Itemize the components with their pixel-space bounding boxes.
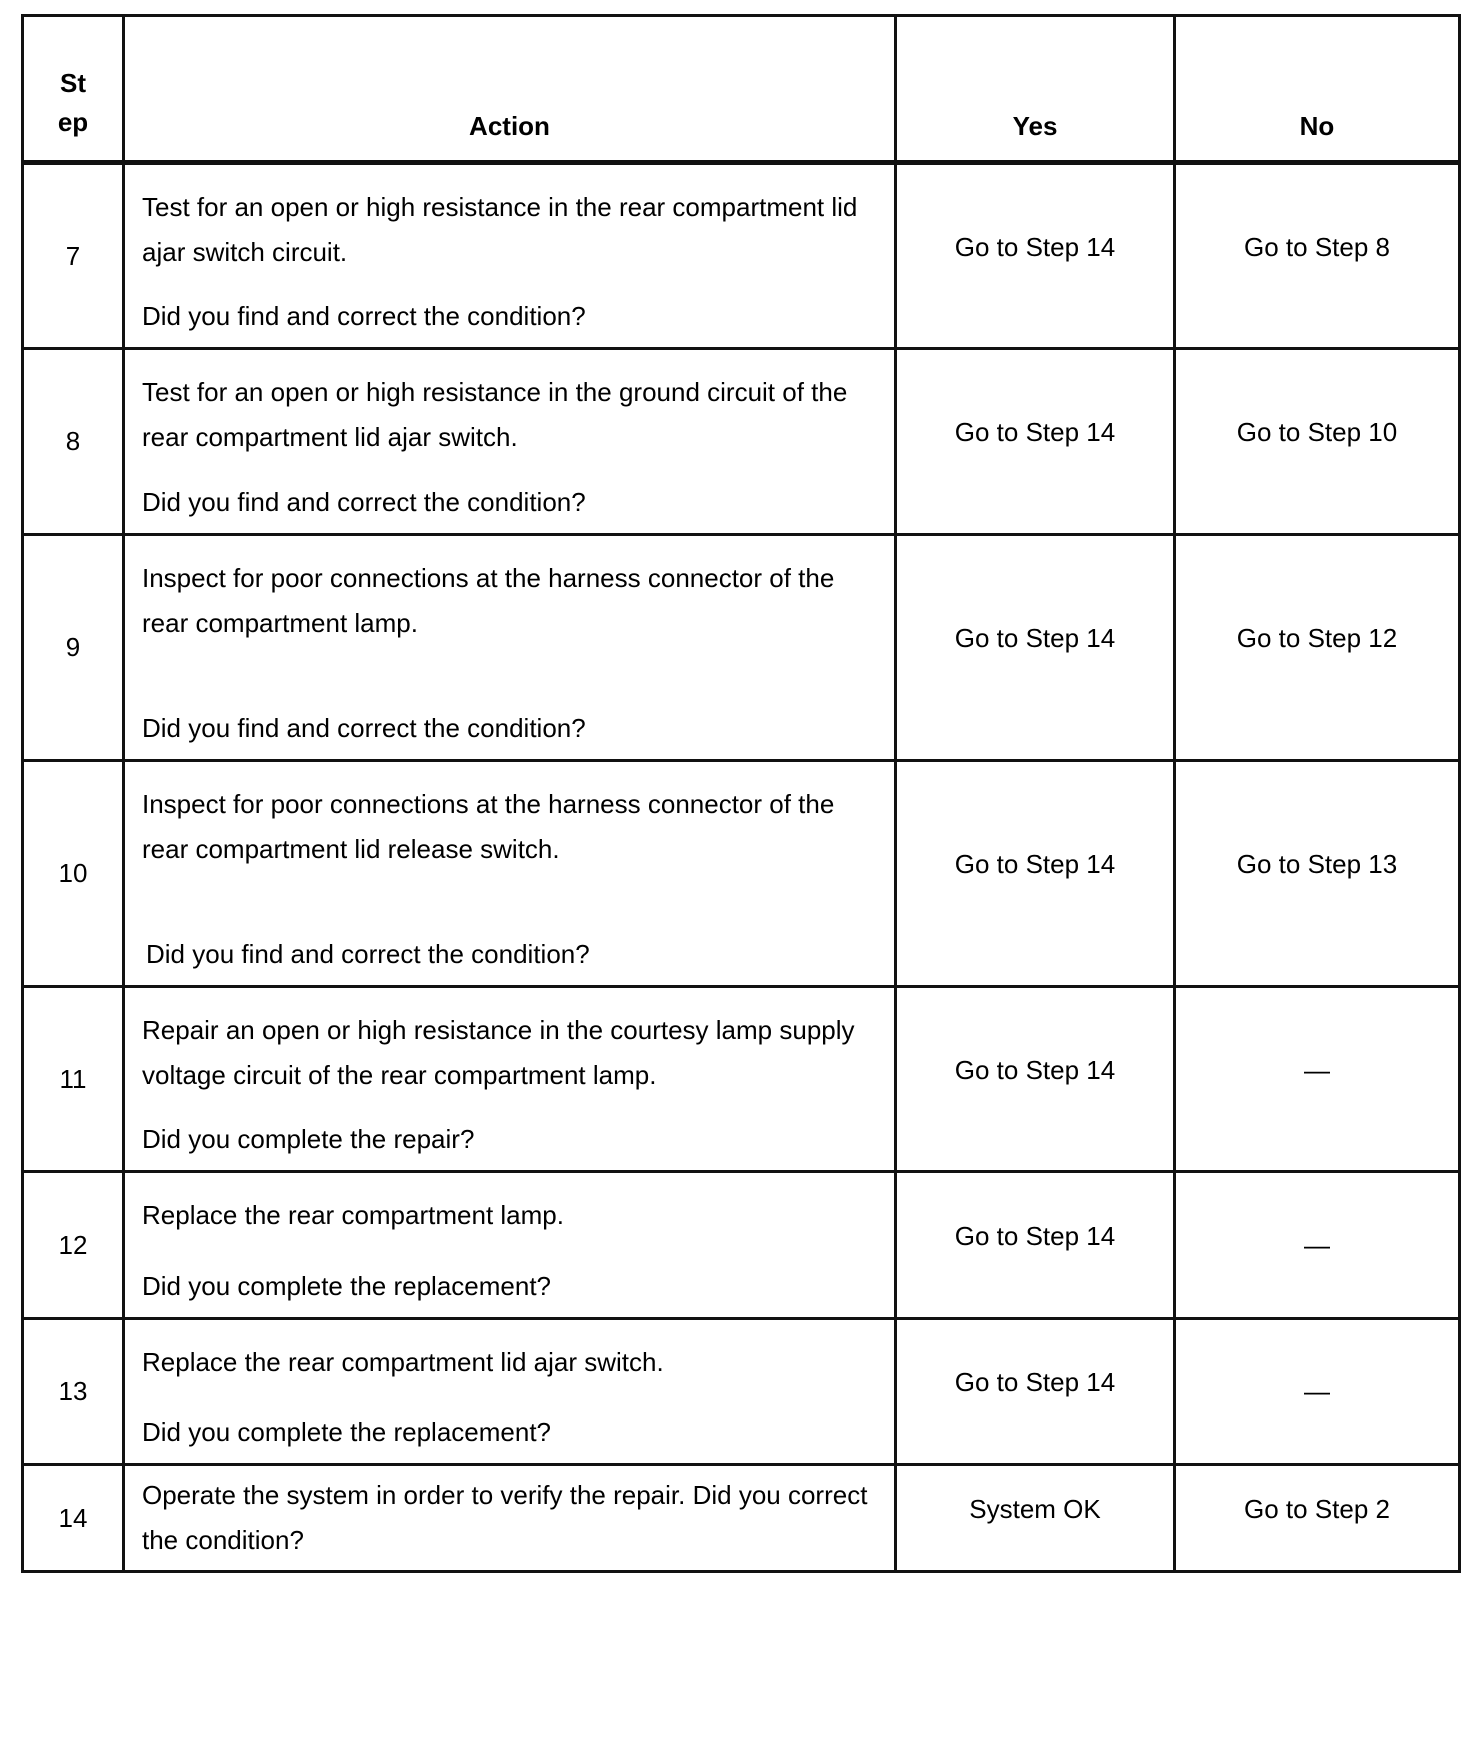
action-cell (124, 349, 896, 535)
header-step (23, 16, 124, 163)
action-text: Replace the rear compartment lamp. (142, 1200, 564, 1230)
action-cell (124, 163, 896, 349)
question-text: Did you find and correct the condition? (146, 939, 590, 969)
no-result: — (1175, 1319, 1460, 1465)
yes-result: System OK (896, 1465, 1175, 1572)
action-text: Inspect for poor connections at the harness connector of the rear compartment lamp. (142, 563, 835, 638)
step-number: 8 (23, 349, 124, 535)
action-text: Inspect for poor connections at the harness connector of the rear compartment lid release switch. (142, 789, 835, 864)
header-step-line2: ep (57, 107, 89, 137)
no-result: Go to Step 13 (1175, 761, 1460, 987)
table-row (23, 1319, 1460, 1465)
diagnostic-table (21, 14, 1461, 1573)
yes-result: Go to Step 14 (896, 535, 1175, 761)
yes-result: Go to Step 14 (896, 349, 1175, 535)
header-action: Action (124, 16, 896, 163)
step-number: 7 (23, 163, 124, 349)
action-cell (124, 761, 896, 987)
header-step-line1: St (60, 68, 86, 98)
yes-result: Go to Step 14 (896, 987, 1175, 1172)
table-row (23, 535, 1460, 761)
yes-result: Go to Step 14 (896, 163, 1175, 349)
no-result: Go to Step 8 (1175, 163, 1460, 349)
action-text: Test for an open or high resistance in the ground circuit of the rear compartment lid ajar switch. (142, 377, 848, 452)
no-result: Go to Step 2 (1175, 1465, 1460, 1572)
yes-result: Go to Step 14 (896, 1172, 1175, 1319)
step-number: 9 (23, 535, 124, 761)
action-cell (124, 987, 896, 1172)
no-result: — (1175, 1172, 1460, 1319)
step-number: 13 (23, 1319, 124, 1465)
question-text: Did you complete the repair? (142, 1124, 475, 1154)
no-result: — (1175, 987, 1460, 1172)
action-cell (124, 1319, 896, 1465)
action-cell (124, 535, 896, 761)
question-text: Did you find and correct the condition? (142, 487, 586, 517)
action-text: Operate the system in order to verify the repair. Did you correct the condition? (142, 1480, 868, 1555)
step-number: 11 (23, 987, 124, 1172)
yes-result: Go to Step 14 (896, 761, 1175, 987)
header-no: No (1175, 16, 1460, 163)
table-row (23, 349, 1460, 535)
question-text: Did you complete the replacement? (142, 1271, 552, 1301)
question-text: Did you find and correct the condition? (142, 301, 586, 331)
table-row (23, 987, 1460, 1172)
action-cell (124, 1172, 896, 1319)
table-row (23, 761, 1460, 987)
step-number: 10 (23, 761, 124, 987)
action-text: Replace the rear compartment lid ajar switch. (142, 1347, 664, 1377)
table-header-row (23, 16, 1460, 163)
question-text: Did you complete the replacement? (142, 1417, 552, 1447)
no-result: Go to Step 10 (1175, 349, 1460, 535)
table-row (23, 1172, 1460, 1319)
table-row (23, 163, 1460, 349)
step-number: 14 (23, 1465, 124, 1572)
action-text: Repair an open or high resistance in the courtesy lamp supply voltage circuit of the rear compartment lamp. (142, 1015, 855, 1090)
header-yes: Yes (896, 16, 1175, 163)
action-cell (124, 1465, 896, 1572)
no-result: Go to Step 12 (1175, 535, 1460, 761)
action-text: Test for an open or high resistance in the rear compartment lid ajar switch circuit. (142, 192, 858, 267)
step-number: 12 (23, 1172, 124, 1319)
question-text: Did you find and correct the condition? (142, 713, 586, 743)
yes-result: Go to Step 14 (896, 1319, 1175, 1465)
table-row (23, 1465, 1460, 1572)
